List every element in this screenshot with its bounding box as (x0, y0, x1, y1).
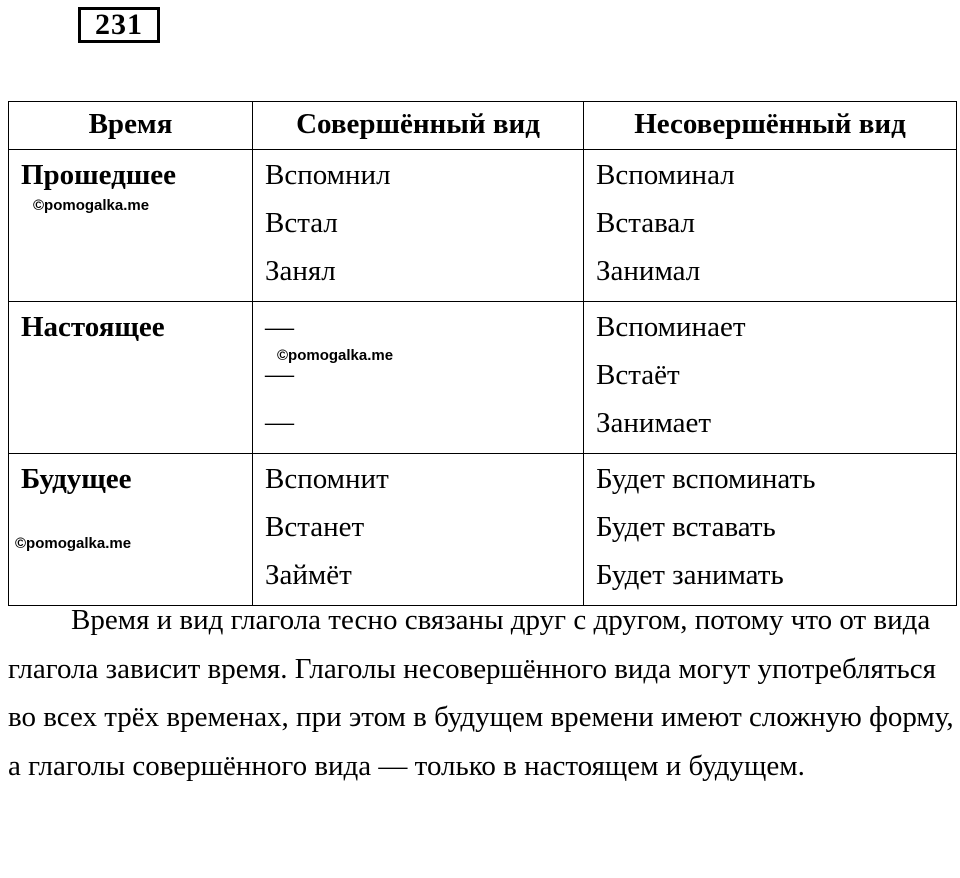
imperfective-cell (584, 454, 957, 606)
tense-cell (9, 454, 253, 606)
dash: — (265, 358, 294, 390)
perfective-cell (253, 454, 584, 606)
verb-form: Занял (265, 255, 336, 287)
dash: — (265, 406, 294, 438)
verb-form: Встаёт (596, 359, 680, 391)
watermark: ©pomogalka.me (33, 197, 150, 214)
table-header-row (9, 102, 957, 150)
tense-cell (9, 302, 253, 454)
verb-form: Вспомнит (265, 463, 389, 495)
table-row (9, 150, 957, 302)
perfective-cell (253, 150, 584, 302)
header-perfective: Совершённый вид (253, 102, 584, 150)
verb-form: Вспоминает (596, 311, 746, 343)
header-tense: Время (9, 102, 253, 150)
verb-form: Занимает (596, 407, 712, 439)
verb-form: Занимал (596, 255, 701, 287)
header-imperfective: Несовершённый вид (584, 102, 957, 150)
watermark: ©pomogalka.me (15, 535, 132, 552)
verb-form: Встанет (265, 511, 365, 543)
tense-label: Настоящее (21, 311, 165, 343)
imperfective-cell (584, 150, 957, 302)
verb-form: Будет вспоминать (596, 463, 816, 495)
table-row (9, 454, 957, 606)
tense-label: Прошедшее (21, 159, 177, 191)
verb-form: Вспомнил (265, 159, 391, 191)
dash: — (265, 311, 294, 343)
watermark: ©pomogalka.me (277, 347, 394, 364)
table-row (9, 302, 957, 454)
verb-form: Займёт (265, 559, 352, 591)
verb-form: Вспоминал (596, 159, 735, 191)
imperfective-cell (584, 302, 957, 454)
paragraph-text: Время и вид глагола тесно связаны друг с другом, потому что от вида глагола зависит время. Глаголы несовершённого вида могут употребляться во всех трёх временах, при этом в будущем времени имеют сложную форму, а глаголы совершённого вида — только в настоящем и будущем. (8, 604, 954, 782)
perfective-cell (253, 302, 584, 454)
verb-form: Будет вставать (596, 511, 776, 543)
verb-form: Встал (265, 207, 338, 239)
task-number: 231 (78, 7, 160, 43)
verb-form: Будет занимать (596, 559, 784, 591)
tense-aspect-table (8, 101, 957, 606)
tense-cell (9, 150, 253, 302)
tense-label: Будущее (21, 463, 132, 495)
verb-form: Вставал (596, 207, 696, 239)
explanation-paragraph (8, 596, 958, 790)
